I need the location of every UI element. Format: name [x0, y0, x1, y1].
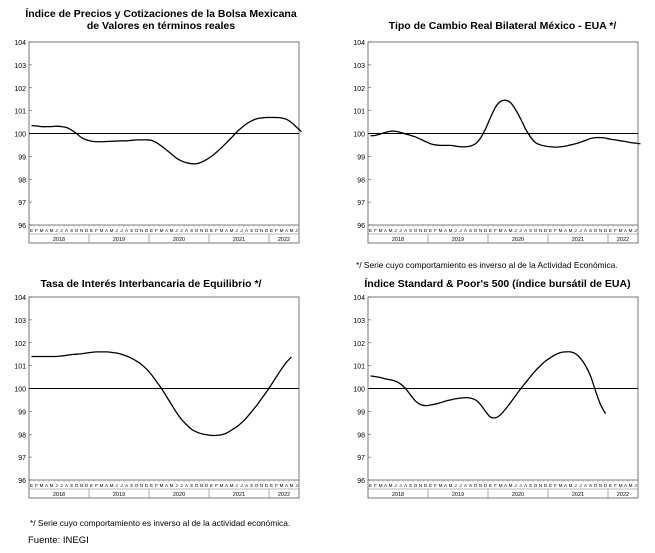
x-month-label: S	[528, 483, 533, 488]
x-month-label: J	[295, 483, 298, 488]
x-month-label: A	[284, 483, 289, 488]
y-tick-label: 96	[357, 478, 365, 485]
y-tick-label: 103	[14, 317, 26, 325]
x-year-label: 2018	[391, 237, 405, 243]
x-month-label: S	[408, 228, 413, 233]
x-month-label: O	[134, 483, 139, 488]
x-month-label: F	[494, 228, 497, 233]
x-month-label: S	[408, 483, 413, 488]
x-month-label: M	[628, 228, 633, 233]
x-month-label: A	[184, 483, 189, 488]
x-month-label: F	[35, 483, 38, 488]
x-month-label: M	[219, 483, 224, 488]
x-month-label: E	[488, 483, 493, 488]
x-month-label: F	[215, 483, 218, 488]
x-month-label: M	[279, 228, 284, 233]
x-month-label: A	[403, 483, 408, 488]
x-month-label: N	[538, 228, 543, 233]
y-tick-label: 102	[353, 340, 365, 348]
x-month-label: J	[634, 483, 637, 488]
x-month-label: O	[413, 483, 418, 488]
x-month-label: A	[383, 228, 388, 233]
x-month-label: A	[503, 483, 508, 488]
y-tick-label: 99	[357, 154, 365, 162]
x-month-label: A	[523, 483, 528, 488]
x-month-label: M	[438, 228, 443, 233]
x-month-label: D	[264, 228, 269, 233]
x-month-label: N	[259, 483, 264, 488]
x-month-label: A	[64, 228, 69, 233]
chart-title-line-1: Tipo de Cambio Real Bilateral México - EUA */	[388, 20, 617, 32]
x-month-label: J	[459, 483, 462, 488]
series-line	[32, 352, 292, 436]
y-tick-label: 97	[357, 200, 365, 208]
x-month-label: J	[394, 228, 397, 233]
x-month-label: A	[104, 228, 109, 233]
x-month-label: F	[614, 483, 617, 488]
y-tick-label: 96	[18, 478, 26, 485]
x-month-label: D	[543, 228, 548, 233]
x-month-label: N	[79, 228, 84, 233]
x-month-label: M	[39, 228, 44, 233]
x-month-label: O	[593, 228, 598, 233]
x-month-label: J	[399, 483, 402, 488]
x-month-label: N	[199, 228, 204, 233]
x-month-label: J	[60, 228, 63, 233]
x-month-label: S	[468, 228, 473, 233]
x-month-label: M	[109, 228, 114, 233]
x-month-label: J	[235, 483, 238, 488]
x-month-label: A	[44, 228, 49, 233]
x-month-label: E	[89, 228, 94, 233]
footnote-bottom-left: */ Serie cuyo comportamiento es inverso al de la actividad económica.	[30, 518, 291, 528]
y-tick-label: 104	[14, 40, 26, 47]
x-month-label: A	[244, 228, 249, 233]
x-month-label: J	[579, 483, 582, 488]
x-month-label: M	[558, 228, 563, 233]
x-month-label: O	[74, 483, 79, 488]
x-month-label: N	[139, 483, 144, 488]
chart-title-line-1: Índice de Precios y Cotizaciones de la Bolsa Mexicana	[25, 8, 297, 20]
x-month-label: M	[289, 483, 294, 488]
x-month-label: F	[374, 228, 377, 233]
x-month-label: F	[494, 483, 497, 488]
chart-title-line-1: Índice Standard & Poor's 500 (índice bursátil de EUA)	[364, 278, 631, 290]
x-month-label: J	[235, 228, 238, 233]
x-month-label: D	[423, 483, 428, 488]
x-month-label: O	[194, 228, 199, 233]
x-month-label: F	[434, 228, 437, 233]
x-month-label: O	[413, 228, 418, 233]
x-month-label: J	[459, 228, 462, 233]
y-tick-label: 99	[18, 154, 26, 162]
x-month-label: A	[44, 483, 49, 488]
x-year-label: 2019	[112, 237, 126, 243]
x-month-label: M	[618, 228, 623, 233]
x-month-label: S	[588, 228, 593, 233]
x-month-label: J	[115, 483, 118, 488]
x-month-label: E	[608, 483, 613, 488]
x-month-label: S	[189, 228, 194, 233]
y-tick-label: 99	[357, 409, 365, 417]
x-year-label: 2021	[232, 492, 246, 498]
x-month-label: F	[434, 483, 437, 488]
x-month-label: D	[144, 228, 149, 233]
x-month-label: D	[483, 228, 488, 233]
x-month-label: M	[448, 228, 453, 233]
y-tick-label: 98	[18, 432, 26, 440]
x-month-label: D	[543, 483, 548, 488]
x-year-label: 2021	[571, 237, 585, 243]
x-month-label: F	[275, 483, 278, 488]
x-month-label: M	[159, 228, 164, 233]
x-month-label: E	[428, 483, 433, 488]
y-tick-label: 101	[353, 108, 365, 116]
x-month-label: N	[598, 228, 603, 233]
x-month-label: J	[115, 228, 118, 233]
x-month-label: J	[634, 228, 637, 233]
x-month-label: F	[374, 483, 377, 488]
chart-title-line-2: de Valores en términos reales	[86, 20, 236, 32]
x-month-label: O	[194, 483, 199, 488]
x-month-label: D	[264, 483, 269, 488]
x-month-label: O	[473, 483, 478, 488]
y-tick-label: 104	[353, 40, 365, 47]
x-month-label: A	[583, 228, 588, 233]
x-month-label: N	[478, 228, 483, 233]
x-year-label: 2020	[511, 492, 525, 498]
x-month-label: A	[284, 228, 289, 233]
x-month-label: M	[448, 483, 453, 488]
x-month-label: J	[240, 228, 243, 233]
x-month-label: M	[219, 228, 224, 233]
x-month-label: D	[204, 483, 209, 488]
x-month-label: A	[623, 483, 628, 488]
x-month-label: A	[403, 228, 408, 233]
x-month-label: S	[69, 483, 74, 488]
y-tick-label: 98	[357, 432, 365, 440]
x-month-label: J	[574, 228, 577, 233]
y-tick-label: 96	[18, 223, 26, 230]
x-month-label: J	[60, 483, 63, 488]
y-tick-label: 97	[18, 455, 26, 463]
x-month-label: S	[249, 483, 254, 488]
x-month-label: A	[623, 228, 628, 233]
x-month-label: O	[254, 483, 259, 488]
x-month-label: E	[209, 483, 214, 488]
x-month-label: N	[538, 483, 543, 488]
x-month-label: M	[279, 483, 284, 488]
x-month-label: E	[488, 228, 493, 233]
y-tick-label: 97	[357, 455, 365, 463]
x-month-label: A	[124, 228, 129, 233]
x-month-label: M	[388, 228, 393, 233]
y-tick-label: 99	[18, 409, 26, 417]
x-year-label: 2020	[172, 237, 186, 243]
x-month-label: S	[249, 228, 254, 233]
y-tick-label: 100	[14, 131, 26, 139]
y-tick-label: 101	[14, 108, 26, 116]
x-month-label: E	[149, 483, 154, 488]
y-tick-label: 101	[14, 363, 26, 371]
x-month-label: E	[209, 228, 214, 233]
y-tick-label: 100	[14, 386, 26, 394]
x-month-label: M	[169, 483, 174, 488]
x-month-label: N	[79, 483, 84, 488]
x-month-label: N	[598, 483, 603, 488]
x-month-label: J	[55, 483, 58, 488]
y-tick-label: 102	[353, 85, 365, 93]
x-month-label: J	[579, 228, 582, 233]
x-month-label: A	[184, 228, 189, 233]
x-month-label: M	[438, 483, 443, 488]
x-month-label: J	[454, 483, 457, 488]
y-tick-label: 104	[353, 295, 365, 302]
x-month-label: O	[593, 483, 598, 488]
x-month-label: F	[155, 483, 158, 488]
x-month-label: S	[468, 483, 473, 488]
x-month-label: M	[388, 483, 393, 488]
x-month-label: N	[259, 228, 264, 233]
x-month-label: F	[95, 228, 98, 233]
x-month-label: J	[519, 483, 522, 488]
x-month-label: M	[289, 228, 294, 233]
x-month-label: D	[423, 228, 428, 233]
x-month-label: D	[483, 483, 488, 488]
y-tick-label: 98	[357, 177, 365, 185]
x-month-label: E	[368, 228, 373, 233]
x-year-label: 2020	[511, 237, 525, 243]
x-month-label: A	[124, 483, 129, 488]
y-tick-label: 100	[353, 131, 365, 139]
x-year-label: 2021	[232, 237, 246, 243]
series-line	[32, 117, 302, 163]
x-month-label: F	[215, 228, 218, 233]
x-year-label: 2022	[616, 492, 630, 498]
series-line	[371, 352, 606, 418]
x-month-label: E	[428, 228, 433, 233]
x-month-label: J	[175, 483, 178, 488]
x-month-label: J	[514, 483, 517, 488]
x-month-label: M	[628, 483, 633, 488]
x-month-label: A	[523, 228, 528, 233]
x-month-label: A	[563, 228, 568, 233]
y-tick-label: 102	[14, 85, 26, 93]
y-tick-label: 101	[353, 363, 365, 371]
x-month-label: A	[503, 228, 508, 233]
x-month-label: A	[583, 483, 588, 488]
x-month-label: F	[155, 228, 158, 233]
x-month-label: O	[74, 228, 79, 233]
x-month-label: M	[109, 483, 114, 488]
x-month-label: J	[120, 228, 123, 233]
x-month-label: M	[99, 228, 104, 233]
x-year-label: 2020	[172, 492, 186, 498]
x-month-label: D	[84, 228, 89, 233]
x-month-label: F	[554, 228, 557, 233]
x-month-label: M	[568, 483, 573, 488]
x-month-label: O	[134, 228, 139, 233]
y-tick-label: 97	[18, 200, 26, 208]
y-tick-label: 102	[14, 340, 26, 348]
x-month-label: M	[229, 228, 234, 233]
x-month-label: M	[498, 228, 503, 233]
x-month-label: E	[548, 228, 553, 233]
x-month-label: M	[39, 483, 44, 488]
x-month-label: M	[378, 228, 383, 233]
x-month-label: J	[399, 228, 402, 233]
x-year-label: 2022	[616, 237, 630, 243]
x-month-label: J	[519, 228, 522, 233]
x-month-label: S	[528, 228, 533, 233]
x-month-label: A	[244, 483, 249, 488]
x-month-label: O	[254, 228, 259, 233]
y-tick-label: 103	[353, 317, 365, 325]
x-month-label: O	[473, 228, 478, 233]
x-month-label: M	[169, 228, 174, 233]
x-month-label: A	[164, 228, 169, 233]
x-month-label: E	[29, 483, 34, 488]
x-month-label: J	[175, 228, 178, 233]
x-month-label: F	[554, 483, 557, 488]
x-month-label: J	[295, 228, 298, 233]
plot-frame	[29, 297, 299, 498]
x-month-label: J	[120, 483, 123, 488]
x-month-label: A	[104, 483, 109, 488]
x-month-label: N	[199, 483, 204, 488]
x-month-label: O	[533, 228, 538, 233]
x-month-label: S	[588, 483, 593, 488]
x-month-label: M	[508, 228, 513, 233]
x-month-label: A	[463, 228, 468, 233]
plot-frame	[368, 42, 638, 243]
x-month-label: M	[99, 483, 104, 488]
x-month-label: M	[508, 483, 513, 488]
x-month-label: F	[275, 228, 278, 233]
y-tick-label: 103	[14, 62, 26, 70]
source-note: Fuente: INEGI	[28, 535, 89, 546]
x-year-label: 2019	[451, 237, 465, 243]
x-month-label: M	[618, 483, 623, 488]
x-month-label: E	[269, 228, 274, 233]
x-month-label: A	[443, 483, 448, 488]
x-month-label: N	[418, 483, 423, 488]
x-month-label: A	[64, 483, 69, 488]
y-tick-label: 103	[353, 62, 365, 70]
x-month-label: E	[368, 483, 373, 488]
x-month-label: E	[608, 228, 613, 233]
x-year-label: 2021	[571, 492, 585, 498]
x-month-label: J	[514, 228, 517, 233]
x-month-label: M	[49, 228, 54, 233]
x-month-label: N	[418, 228, 423, 233]
x-month-label: O	[533, 483, 538, 488]
x-month-label: J	[55, 228, 58, 233]
x-month-label: A	[224, 228, 229, 233]
x-month-label: F	[95, 483, 98, 488]
x-month-label: D	[603, 228, 608, 233]
x-month-label: A	[443, 228, 448, 233]
x-year-label: 2019	[112, 492, 126, 498]
x-year-label: 2022	[277, 492, 291, 498]
x-month-label: J	[574, 483, 577, 488]
x-month-label: F	[614, 228, 617, 233]
x-month-label: D	[204, 228, 209, 233]
plot-frame	[29, 42, 299, 243]
x-year-label: 2018	[52, 492, 66, 498]
footnote-top-right: */ Serie cuyo comportamiento es inverso al de la Actividad Económica.	[356, 260, 618, 270]
x-month-label: M	[159, 483, 164, 488]
chart-title-line-1: Tasa de Interés Interbancaria de Equilibrio */	[40, 278, 262, 290]
x-month-label: M	[229, 483, 234, 488]
x-month-label: J	[454, 228, 457, 233]
x-month-label: E	[548, 483, 553, 488]
x-month-label: S	[69, 228, 74, 233]
x-month-label: F	[35, 228, 38, 233]
series-line	[371, 100, 641, 147]
x-month-label: E	[89, 483, 94, 488]
x-month-label: M	[498, 483, 503, 488]
x-year-label: 2018	[52, 237, 66, 243]
x-month-label: M	[378, 483, 383, 488]
x-month-label: E	[29, 228, 34, 233]
x-month-label: E	[269, 483, 274, 488]
x-month-label: M	[558, 483, 563, 488]
x-month-label: N	[478, 483, 483, 488]
x-month-label: J	[394, 483, 397, 488]
x-month-label: D	[144, 483, 149, 488]
y-tick-label: 104	[14, 295, 26, 302]
y-tick-label: 98	[18, 177, 26, 185]
x-month-label: S	[189, 483, 194, 488]
x-year-label: 2022	[277, 237, 291, 243]
x-month-label: D	[603, 483, 608, 488]
x-month-label: N	[139, 228, 144, 233]
x-month-label: A	[563, 483, 568, 488]
x-month-label: J	[180, 483, 183, 488]
x-month-label: S	[129, 228, 134, 233]
x-year-label: 2018	[391, 492, 405, 498]
x-month-label: M	[49, 483, 54, 488]
x-month-label: M	[568, 228, 573, 233]
x-month-label: J	[240, 483, 243, 488]
x-month-label: J	[180, 228, 183, 233]
x-month-label: S	[129, 483, 134, 488]
x-month-label: A	[463, 483, 468, 488]
y-tick-label: 96	[357, 223, 365, 230]
x-month-label: A	[383, 483, 388, 488]
x-month-label: D	[84, 483, 89, 488]
x-month-label: A	[164, 483, 169, 488]
x-year-label: 2019	[451, 492, 465, 498]
y-tick-label: 100	[353, 386, 365, 394]
x-month-label: E	[149, 228, 154, 233]
x-month-label: A	[224, 483, 229, 488]
